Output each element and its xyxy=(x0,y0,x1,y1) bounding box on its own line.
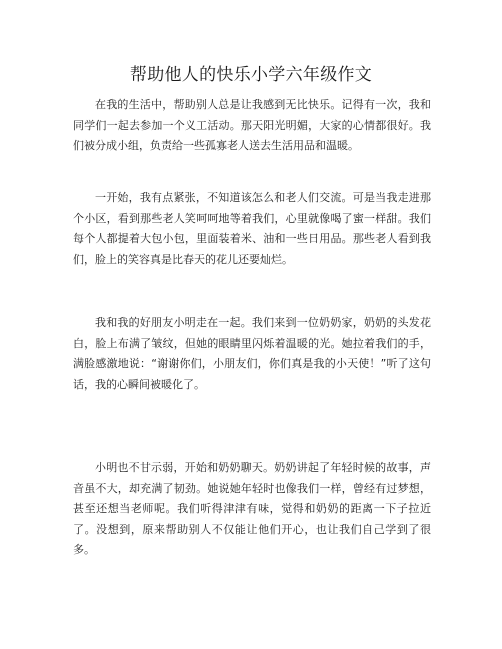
paragraph-4: 小明也不甘示弱，开始和奶奶聊天。奶奶讲起了年轻时候的故事，声音虽不大，却充满了韧劲。她说她年轻时也像我们一样，曾经有过梦想，甚至还想当老师呢。我们听得津津有味，觉得和奶奶的距离一下子拉近了。没想到，原来帮助别人不仅能让他们开心，也让我们自己学到了很多。 xyxy=(73,461,431,557)
paragraph-1: 在我的生活中，帮助别人总是让我感到无比快乐。记得有一次，我和同学们一起去参加一个义工活动。那天阳光明媚，大家的心情都很好。我们被分成小组，负责给一些孤寡老人送去生活用品和温暖。 xyxy=(73,98,431,153)
document-title: 帮助他人的快乐小学六年级作文 xyxy=(129,65,373,85)
paragraph-2: 一开始，我有点紧张，不知道该怎么和老人们交流。可是当我走进那个小区，看到那些老人笑呵呵地等着我们，心里就像喝了蜜一样甜。我们每个人都提着大包小包，里面装着米、油和一些日用品。那些老人看到我们，脸上的笑容真是比春天的花儿还要灿烂。 xyxy=(73,191,431,266)
paragraph-3: 我和我的好朋友小明走在一起。我们来到一位奶奶家，奶奶的头发花白，脸上布满了皱纹，但她的眼睛里闪烁着温暖的光。她拉着我们的手，满脸感激地说：“谢谢你们，小朋友们，你们真是我的小天使！”听了这句话，我的心瞬间被暖化了。 xyxy=(73,316,431,391)
